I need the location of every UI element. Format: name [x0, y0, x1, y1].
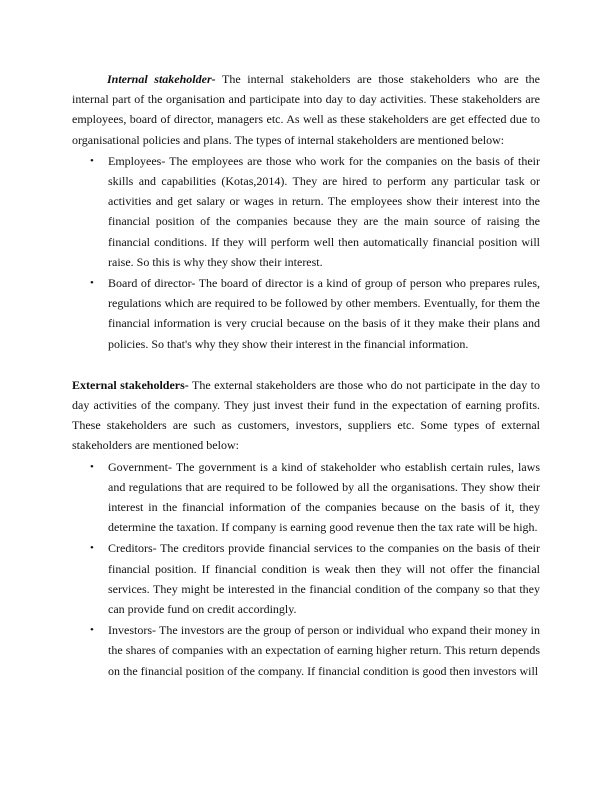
internal-stakeholder-list — [72, 151, 540, 354]
list-item-text: Employees- The employees are those who work for the companies on the basis of their skills and capabilities (Kotas,2014). They are hired to perform any particular task or activities and get salary or wages in return. The employees show their interest into the financial position of the companies because they are the main source of raising the financial conditions. If they will perform well then automatically financial position will raise. So this is why they show their interest. — [108, 153, 540, 269]
bullet-icon: • — [90, 154, 94, 167]
external-stakeholder-heading: External stakeholders- — [72, 377, 189, 392]
external-stakeholder-paragraph — [72, 375, 540, 456]
list-item-text: Board of director- The board of director is a kind of group of person who prepares rules, regulations which are required to be followed by other members. Eventually, for them the financial information is very crucial because on the basis of it they make their plans and policies. So that's why they show their interest in the financial information. — [108, 276, 540, 351]
internal-stakeholder-heading: Internal stakeholder- — [107, 72, 216, 86]
list-item — [72, 151, 540, 272]
list-item — [72, 457, 540, 538]
bullet-icon: • — [90, 624, 94, 637]
bullet-icon: • — [90, 277, 94, 290]
external-stakeholder-list — [72, 457, 540, 681]
internal-stakeholder-intro: The internal stakeholders are those stakeholders who are the internal part of the organisation and participate into day to day activities. These stakeholders are employees, board of director, managers etc. As well as these stakeholders are get effected due to organisational policies and plans. The types of internal stakeholders are mentioned below: — [72, 72, 540, 147]
list-item — [72, 273, 540, 354]
document-body — [72, 69, 540, 681]
internal-stakeholder-paragraph — [72, 69, 540, 150]
list-item-text: Government- The government is a kind of stakeholder who establish certain rules, laws and regulations that are required to be followed by all the organisations. They show their interest in the financial information of the companies because on the basis of it, they determine the taxation. If company is earning good revenue then the tax rate will be high. — [108, 459, 540, 535]
list-item-text: Investors- The investors are the group of person or individual who expand their money in the shares of companies with an expectation of earning higher return. This return depends on the financial position of the company. If financial condition is good then investors will — [108, 623, 540, 678]
paragraph-spacer — [72, 354, 540, 375]
list-item-text: Creditors- The creditors provide financial services to the companies on the basis of their financial position. If financial condition is weak then they will not offer the financial services. They might be interested in the financial condition of the company so that they can provide fund on credit accordingly. — [108, 541, 540, 617]
bullet-icon: • — [90, 460, 94, 473]
list-item — [72, 620, 540, 681]
bullet-icon: • — [90, 542, 94, 555]
list-item — [72, 538, 540, 619]
external-stakeholder-intro: The external stakeholders are those who do not participate in the day to day activities of the company. They just invest their fund in the expectation of earning profits. These stakeholders are such as customers, investors, suppliers etc. Some types of external stakeholders are mentioned below: — [72, 377, 540, 453]
